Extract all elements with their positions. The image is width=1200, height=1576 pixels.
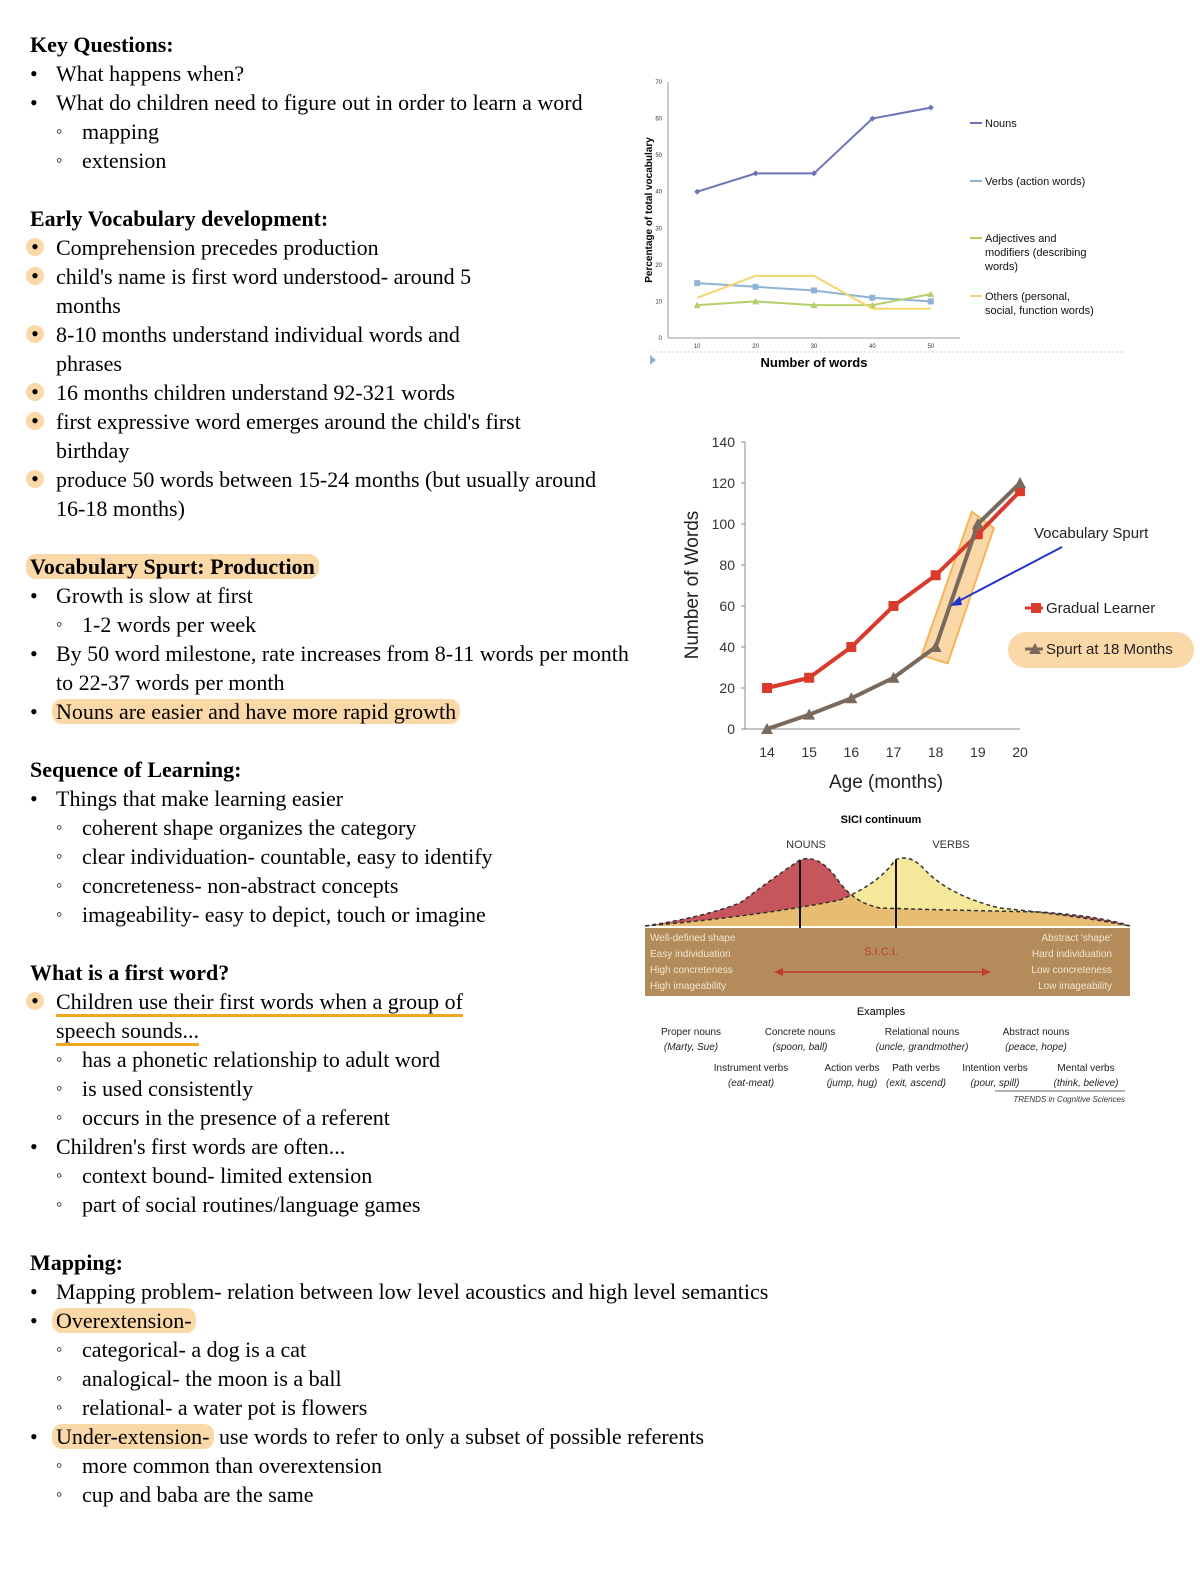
sub-item: ◦ analogical- the moon is a ball [30, 1364, 880, 1393]
y-tick-label: 120 [711, 475, 735, 491]
sici-left-line: Easy individuation [650, 949, 731, 960]
list-item-text: use words to refer to only a subset of possible referents [213, 1424, 705, 1449]
example-category: Action verbs [824, 1063, 880, 1074]
mapping-sublist-2 [30, 1451, 880, 1509]
heading-key-questions: Key Questions: [30, 32, 174, 57]
sub-item: ◦ mapping [30, 117, 880, 146]
example-words: (spoon, ball) [772, 1042, 828, 1053]
mapping-sublist [30, 1335, 880, 1422]
data-point [928, 105, 934, 111]
example-category: Mental verbs [1057, 1063, 1115, 1074]
x-tick-label: 19 [970, 744, 986, 760]
list-item: • 8-10 months understand individual words and phrases [30, 320, 526, 378]
first-word-sublist-2 [30, 1161, 610, 1219]
sici-right-line: Low imageability [1038, 981, 1112, 992]
sub-item: ◦ occurs in the presence of a referent [30, 1103, 610, 1132]
data-point [811, 287, 817, 293]
sici-left-line: Well-defined shape [650, 933, 736, 944]
sequence-sublist [30, 813, 590, 929]
y-tick-label: 60 [719, 598, 735, 614]
example-words: (pour, spill) [970, 1078, 1020, 1089]
section-first-word [30, 958, 610, 1219]
list-item: • Growth is slow at first [30, 581, 650, 610]
sub-item: ◦ context bound- limited extension [30, 1161, 610, 1190]
x-tick-label: 50 [927, 344, 935, 350]
sub-item: ◦ has a phonetic relationship to adult word [30, 1045, 610, 1074]
heading-mapping: Mapping: [30, 1250, 123, 1275]
list-item: • What happens when? [30, 59, 880, 88]
first-word-sublist [30, 1045, 610, 1132]
nouns-label: NOUNS [786, 839, 826, 851]
example-category: Abstract nouns [1002, 1027, 1070, 1038]
vocab-spurt-list-2 [30, 639, 650, 726]
y-tick-label: 0 [727, 721, 735, 737]
y-tick-label: 140 [711, 434, 735, 450]
sub-item: ◦ cup and baba are the same [30, 1480, 880, 1509]
sub-item: ◦ categorical- a dog is a cat [30, 1335, 880, 1364]
list-item: • By 50 word milestone, rate increases from 8-11 words per month to 22-37 words per month [30, 639, 650, 697]
data-point [846, 642, 856, 652]
heading-sequence: Sequence of Learning: [30, 757, 242, 782]
highlighted-text: Nouns are easier and have more rapid growth [52, 699, 460, 724]
data-point [694, 280, 700, 286]
x-tick-label: 14 [759, 744, 775, 760]
legend-label: Verbs (action words) [985, 176, 1086, 188]
section-vocab-spurt [30, 552, 650, 726]
sici-left-line: High concreteness [650, 965, 733, 976]
y-tick-label: 30 [655, 226, 662, 233]
section-sequence [30, 755, 590, 929]
list-item: • child's name is first word understood- around 5 months [30, 262, 536, 320]
highlighted-text: Overextension- [52, 1308, 196, 1333]
legend-label: Others (personal, social, function words) [985, 291, 1094, 317]
y-tick-label: 70 [655, 80, 662, 86]
x-tick-label: 17 [885, 744, 902, 760]
heading-early-vocab: Early Vocabulary development: [30, 206, 329, 231]
list-item [30, 1306, 880, 1335]
x-tick-label: 16 [843, 744, 860, 760]
vocabulary-composition-chart [630, 70, 1150, 380]
list-item: • produce 50 words between 15-24 months (but usually around 16-18 months) [30, 465, 606, 523]
y-tick-label: 0 [658, 336, 662, 342]
example-category: Instrument verbs [713, 1063, 789, 1074]
heading-wrap [30, 552, 650, 581]
data-point [804, 673, 814, 683]
figure-credit: TRENDS in Cognitive Sciences [1013, 1095, 1125, 1104]
sequence-list [30, 784, 590, 813]
y-axis-label: Number of Words [682, 510, 703, 660]
figure-title: SICI continuum [840, 814, 922, 826]
first-word-list-2 [30, 1132, 610, 1161]
y-tick-label: 40 [719, 639, 735, 655]
list-item: • Mapping problem- relation between low level acoustics and high level semantics [30, 1277, 880, 1306]
section-mapping [30, 1248, 880, 1509]
legend-label: Spurt at 18 Months [1046, 641, 1173, 658]
list-item [30, 987, 526, 1045]
example-words: (uncle, grandmother) [875, 1042, 969, 1053]
x-axis-label: Age (months) [828, 772, 944, 793]
example-words: (eat-meat) [727, 1078, 775, 1089]
highlighted-text: Under-extension- [52, 1424, 214, 1449]
y-tick-label: 20 [655, 262, 662, 269]
y-axis-label: Percentage of total vocabulary [644, 137, 655, 283]
data-point [694, 189, 700, 195]
sub-item: ◦ extension [30, 146, 880, 175]
sici-left-line: High imageability [650, 981, 727, 992]
mapping-list [30, 1277, 880, 1335]
sub-item: ◦ 1-2 words per week [30, 610, 650, 639]
data-point [762, 683, 772, 693]
sici-right-line: Hard individuation [1031, 949, 1112, 960]
section-early-vocab [30, 204, 610, 523]
first-word-list [30, 987, 610, 1045]
vocab-spurt-sublist [30, 610, 650, 639]
legend-label: Adjectives and modifiers (describing words) [985, 233, 1087, 273]
play-icon [650, 355, 656, 365]
y-tick-label: 60 [655, 116, 662, 123]
data-point [889, 601, 899, 611]
data-point [928, 298, 934, 304]
example-words: (exit, ascend) [885, 1078, 947, 1089]
example-category: Intention verbs [962, 1063, 1028, 1074]
verbs-label: VERBS [932, 839, 970, 851]
x-axis-label: Number of words [760, 355, 868, 370]
y-tick-label: 10 [655, 299, 662, 306]
example-category: Path verbs [892, 1063, 940, 1074]
legend-label: Gradual Learner [1046, 600, 1156, 617]
sici-right-line: Abstract 'shape' [1041, 933, 1112, 944]
vocab-spurt-list [30, 581, 650, 610]
example-words: (jump, hug) [826, 1078, 878, 1089]
legend-marker [1031, 603, 1041, 613]
mapping-list-2 [30, 1422, 880, 1451]
data-point [869, 295, 875, 301]
y-tick-label: 80 [719, 557, 735, 573]
legend-label: Nouns [985, 118, 1017, 130]
list-item: • 16 months children understand 92-321 words [30, 378, 610, 407]
sub-item: ◦ more common than overextension [30, 1451, 880, 1480]
sub-item: ◦ is used consistently [30, 1074, 610, 1103]
sici-center-label: S.I.C.I. [864, 946, 898, 958]
example-category: Relational nouns [884, 1027, 960, 1038]
sub-item: ◦ concreteness- non-abstract concepts [30, 871, 590, 900]
sub-item: ◦ clear individuation- countable, easy to identify [30, 842, 502, 871]
vocabulary-spurt-chart [670, 425, 1200, 805]
x-tick-label: 15 [801, 744, 817, 760]
sub-item: ◦ part of social routines/language games [30, 1190, 610, 1219]
list-item: • first expressive word emerges around the child's first birthday [30, 407, 596, 465]
list-item-text: What do children need to figure out in order to learn a word [56, 90, 583, 115]
heading-vocab-spurt: Vocabulary Spurt: Production [26, 554, 319, 579]
sici-right-line: Low concreteness [1031, 965, 1112, 976]
sub-item: ◦ imageability- easy to depict, touch or imagine [30, 900, 590, 929]
x-tick-label: 18 [927, 744, 944, 760]
vocabulary-spurt-annotation: Vocabulary Spurt [1034, 525, 1149, 542]
sub-item: ◦ coherent shape organizes the category [30, 813, 590, 842]
y-tick-label: 50 [655, 153, 662, 160]
heading-first-word: What is a first word? [30, 960, 230, 985]
data-point [753, 170, 759, 176]
list-item: • Children's first words are often... [30, 1132, 610, 1161]
list-item: • Things that make learning easier [30, 784, 590, 813]
x-tick-label: 30 [810, 344, 818, 350]
list-item [30, 1422, 880, 1451]
data-point [931, 570, 941, 580]
y-tick-label: 40 [655, 189, 662, 196]
x-tick-label: 20 [1012, 744, 1028, 760]
x-tick-label: 10 [693, 344, 701, 350]
examples-title: Examples [856, 1006, 906, 1018]
example-words: (peace, hope) [1005, 1042, 1067, 1053]
early-vocab-list [30, 233, 610, 523]
sici-continuum-figure [640, 808, 1140, 1108]
list-item: • Comprehension precedes production [30, 233, 610, 262]
sub-item: ◦ relational- a water pot is flowers [30, 1393, 880, 1422]
example-category: Concrete nouns [764, 1027, 836, 1038]
example-words: (think, believe) [1053, 1078, 1119, 1089]
y-tick-label: 100 [711, 516, 735, 532]
underlined-text: Children use their first words when a group of speech sounds... [56, 989, 463, 1043]
example-category: Proper nouns [660, 1027, 722, 1038]
data-point [1014, 477, 1026, 488]
x-tick-label: 40 [869, 344, 876, 350]
list-item [30, 88, 586, 117]
y-tick-label: 20 [719, 680, 735, 696]
list-item [30, 697, 650, 726]
series-line-0 [697, 108, 931, 192]
example-words: (Marty, Sue) [663, 1042, 719, 1053]
x-tick-label: 20 [752, 344, 759, 350]
data-point [753, 284, 759, 290]
